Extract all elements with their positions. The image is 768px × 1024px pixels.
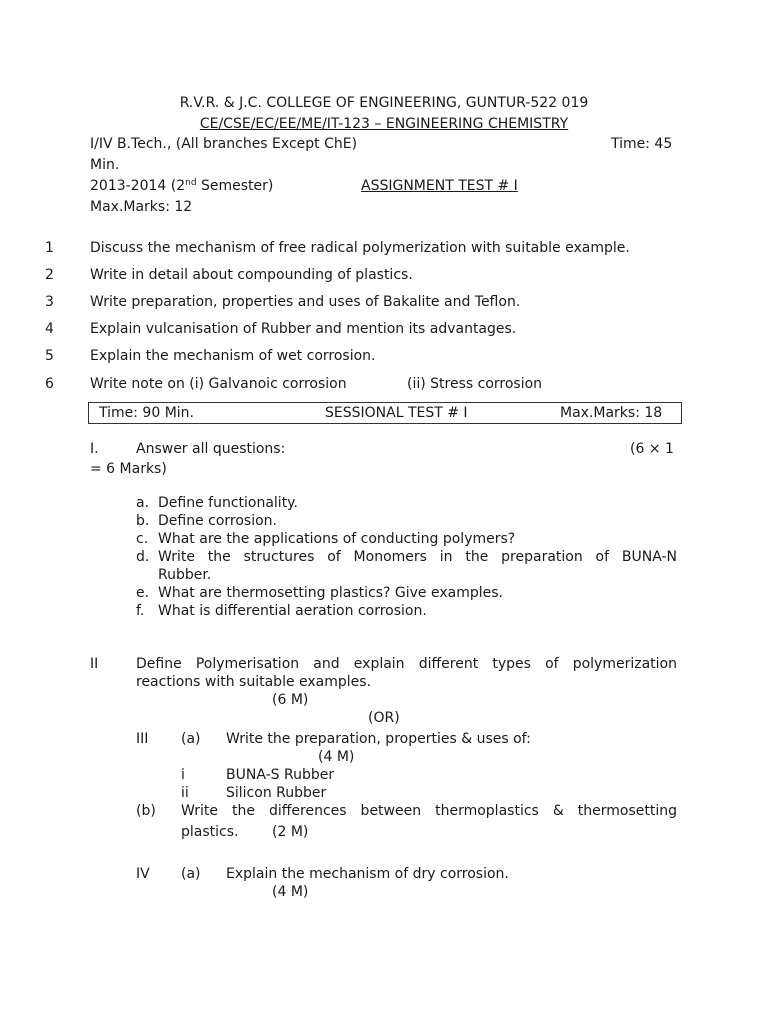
- sessional-header-box: [88, 402, 682, 424]
- list-item: [136, 512, 277, 530]
- sub-item-label: ii: [181, 785, 189, 801]
- item-text: Define corrosion.: [158, 513, 278, 529]
- list-item: [136, 584, 503, 602]
- part-label: (a): [181, 731, 201, 747]
- question-text: Explain vulcanisation of Rubber and mention its advantages.: [90, 321, 517, 337]
- question-text: Write preparation, properties and uses of Bakalite and Teflon.: [90, 294, 521, 310]
- assignment-title: ASSIGNMENT TEST # I: [361, 178, 518, 194]
- question-number: 4: [45, 321, 54, 337]
- question-text-continued: reactions with suitable examples.: [136, 674, 372, 690]
- item-text: Define functionality.: [158, 495, 298, 511]
- year-superscript: nd: [185, 178, 197, 188]
- question-text: Write note on (i) Galvanoic corrosion: [90, 376, 347, 392]
- section-numeral: IV: [136, 866, 150, 882]
- time-label: Time: 45: [611, 136, 673, 152]
- item-label: a.: [136, 495, 150, 511]
- sub-item-text: BUNA-S Rubber: [226, 767, 335, 783]
- year-text: 2013-2014 (2: [90, 178, 186, 194]
- question-text: Write in detail about compounding of plastics.: [90, 267, 413, 283]
- question-number: 6: [45, 376, 54, 392]
- list-item: [136, 494, 298, 512]
- question-marks: (4 M): [318, 749, 355, 765]
- question-marks: (4 M): [272, 884, 309, 900]
- sessional-time: Time: 90 Min.: [99, 405, 194, 421]
- academic-year: [90, 177, 273, 195]
- part-label: (a): [181, 866, 201, 882]
- item-text: What are thermosetting plastics? Give examples.: [158, 585, 503, 601]
- section-marks-continued: = 6 Marks): [90, 461, 167, 477]
- question-text-part2: (ii) Stress corrosion: [407, 376, 543, 392]
- sessional-marks: Max.Marks: 18: [560, 405, 663, 421]
- question-text: Discuss the mechanism of free radical polymerization with suitable example.: [90, 240, 630, 256]
- section-marks: (6 × 1: [630, 441, 674, 457]
- question-marks: (6 M): [272, 692, 309, 708]
- part-label: (b): [136, 803, 156, 819]
- item-label: c.: [136, 531, 149, 547]
- section-numeral: II: [90, 656, 99, 672]
- question-text: Write the preparation, properties & uses of:: [226, 731, 531, 747]
- item-label: d.: [136, 549, 150, 565]
- question-text: Write the differences between thermoplastics & thermosetting: [181, 803, 677, 819]
- question-number: 5: [45, 348, 54, 364]
- course-title: CE/CSE/EC/EE/ME/IT-123 – ENGINEERING CHEMISTRY: [199, 116, 569, 132]
- semester-text: Semester): [196, 178, 274, 194]
- item-text: What are the applications of conducting polymers?: [158, 531, 516, 547]
- item-label: b.: [136, 513, 150, 529]
- list-item: [136, 548, 158, 566]
- question-number: 1: [45, 240, 54, 256]
- item-text: What is differential aeration corrosion.: [158, 603, 427, 619]
- question-number: 2: [45, 267, 54, 283]
- question-text: Explain the mechanism of wet corrosion.: [90, 348, 376, 364]
- max-marks: Max.Marks: 12: [90, 199, 193, 215]
- item-label: f.: [136, 603, 145, 619]
- college-name: R.V.R. & J.C. COLLEGE OF ENGINEERING, GUNTUR-522 019: [179, 95, 589, 111]
- sessional-title: SESSIONAL TEST # I: [325, 405, 468, 421]
- section-instruction: Answer all questions:: [136, 441, 286, 457]
- question-number: 3: [45, 294, 54, 310]
- question-text: Define Polymerisation and explain different types of polymerization: [136, 656, 677, 672]
- time-continued: Min.: [90, 157, 120, 173]
- question-text: Explain the mechanism of dry corrosion.: [226, 866, 509, 882]
- list-item: [136, 602, 427, 620]
- sub-item-text: Silicon Rubber: [226, 785, 327, 801]
- question-text-continued: plastics.: [181, 824, 239, 840]
- sub-item-label: i: [181, 767, 185, 783]
- item-label: e.: [136, 585, 150, 601]
- list-item: [136, 530, 515, 548]
- question-marks: (2 M): [272, 824, 309, 840]
- item-text-continued: Rubber.: [158, 567, 212, 583]
- program-line: I/IV B.Tech., (All branches Except ChE): [90, 136, 358, 152]
- section-numeral: III: [136, 731, 149, 747]
- or-separator: (OR): [368, 710, 400, 726]
- item-text: Write the structures of Monomers in the preparation of BUNA-N: [158, 549, 677, 565]
- section-numeral: I.: [90, 441, 99, 457]
